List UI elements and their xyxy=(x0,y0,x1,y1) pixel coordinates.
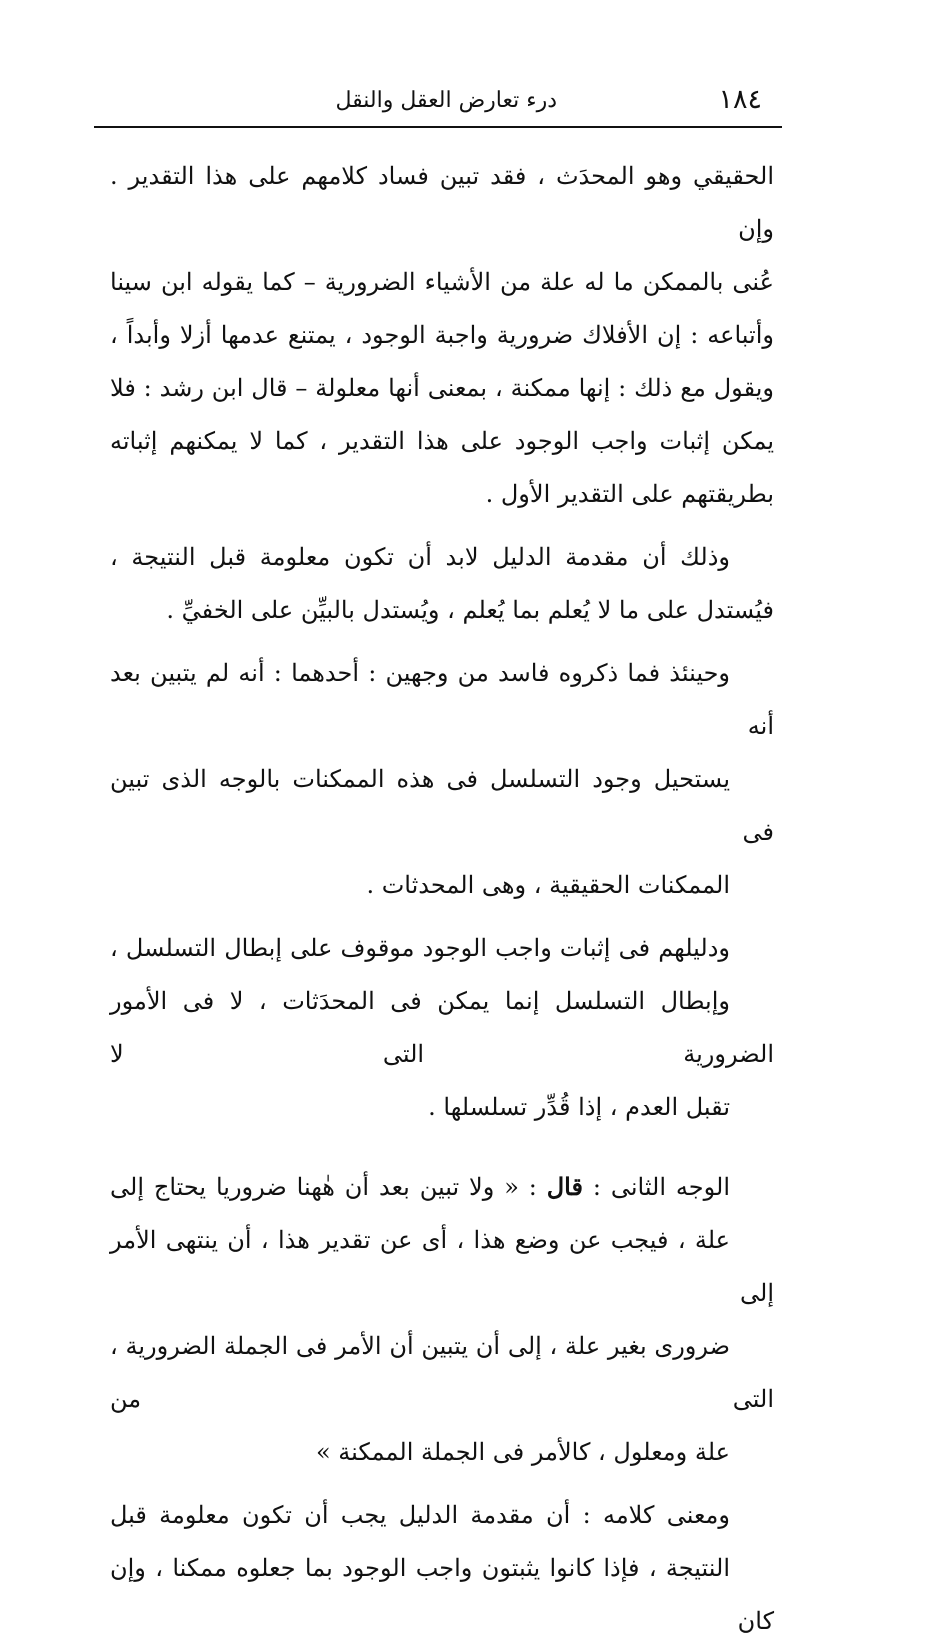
page-number: ١٨٤ xyxy=(718,84,762,115)
text-line: يستحيل وجود التسلسل فى هذه الممكنات بالوجه الذى تبين فى xyxy=(110,765,774,846)
text-line: تقبل العدم ، إذا قُدِّر تسلسلها . xyxy=(428,1093,730,1121)
text-line: علة ومعلول ، كالأمر فى الجملة الممكنة » xyxy=(315,1438,730,1466)
text-line: الوجه الثانى : قال : « ولا تبين بعد أن هٰهنا ضروريا يحتاج إلى xyxy=(110,1172,731,1201)
quote-attribution: قال xyxy=(546,1172,583,1201)
paragraph-5 xyxy=(110,1160,774,1479)
text-line: يمكن إثبات واجب الوجود على هذا التقدير ، كما لا يمكنهم إثباته xyxy=(110,427,774,455)
text-line: ضرورى بغير علة ، إلى أن يتبين أن الأمر فى الجملة الضرورية ، التى من xyxy=(110,1332,774,1413)
text-line: بطريقتهم على التقدير الأول . xyxy=(485,480,774,508)
paragraph-6 xyxy=(110,1489,774,1648)
header-divider xyxy=(94,126,782,128)
text-line: عُنى بالممكن ما له علة من الأشياء الضرورية – كما يقوله ابن سينا xyxy=(110,268,774,296)
text-line: الحقيقي وهو المحدَث ، فقد تبين فساد كلامهم على هذا التقدير . وإن xyxy=(110,162,774,243)
text-line: الممكنات الحقيقية ، وهى المحدثات . xyxy=(366,871,730,899)
paragraph-4 xyxy=(110,922,774,1134)
running-title: درء تعارض العقل والنقل xyxy=(335,88,557,113)
text-line: وإبطال التسلسل إنما يمكن فى المحدَثات ، لا فى الأمور الضرورية التى لا xyxy=(110,987,774,1068)
text-line: ومعنى كلامه : أن مقدمة الدليل يجب أن تكون معلومة قبل xyxy=(110,1501,730,1529)
text-line: ويقول مع ذلك : إنها ممكنة ، بمعنى أنها معلولة – قال ابن رشد : فلا xyxy=(110,374,774,402)
paragraph-3 xyxy=(110,647,774,912)
text-line: وأتباعه : إن الأفلاك ضرورية واجبة الوجود ، يمتنع عدمها أزلا وأبداً ، xyxy=(110,321,774,349)
text-line: ودليلهم فى إثبات واجب الوجود موقوف على إبطال التسلسل ، xyxy=(110,934,730,962)
text-line: وذلك أن مقدمة الدليل لابد أن تكون معلومة قبل النتيجة ، xyxy=(110,543,730,571)
page-header xyxy=(94,72,782,124)
text-line: فيُستدل على ما لا يُعلم بما يُعلم ، ويُستدل بالبيِّن على الخفيِّ . xyxy=(166,596,774,624)
paragraph-2 xyxy=(110,531,774,637)
paragraph-1 xyxy=(110,150,774,521)
text-line: وحينئذ فما ذكروه فاسد من وجهين : أحدهما : أنه لم يتبين بعد أنه xyxy=(110,659,774,740)
text-line: النتيجة ، فإذا كانوا يثبتون واجب الوجود بما جعلوه ممكنا ، وإن كان xyxy=(110,1554,774,1635)
text-line: علة ، فيجب عن وضع هذا ، أى عن تقدير هذا ، أن ينتهى الأمر إلى xyxy=(110,1226,774,1307)
body-text xyxy=(110,150,774,1648)
